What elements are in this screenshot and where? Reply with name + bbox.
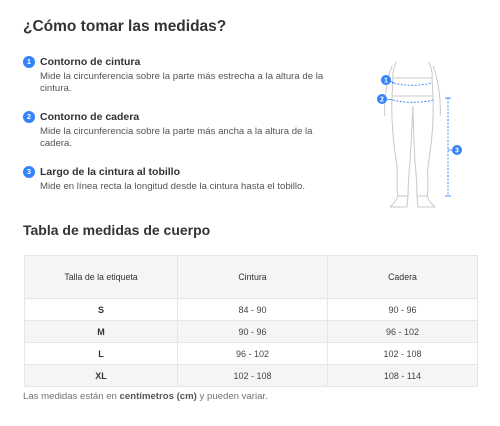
table-row (25, 299, 478, 321)
step-number-badge: 3 (23, 166, 35, 178)
step-number-badge: 2 (23, 111, 35, 123)
step-waist (23, 55, 333, 95)
table-title: Tabla de medidas de cuerpo (23, 222, 211, 238)
table-row (25, 343, 478, 365)
column-header-size: Talla de la etiqueta (25, 256, 178, 299)
step-description: Mide en línea recta la longitud desde la cintura hasta el tobillo. (40, 181, 306, 192)
units-note (23, 391, 268, 402)
size-cell: XL (25, 365, 178, 387)
waist-cell: 90 - 96 (178, 321, 328, 343)
size-table (24, 255, 478, 387)
hip-cell: 90 - 96 (328, 299, 478, 321)
table-row (25, 321, 478, 343)
step-title: Largo de la cintura al tobillo (40, 166, 181, 178)
step-description: Mide la circunferencia sobre la parte más estrecha a la altura de la cintura. (40, 71, 324, 94)
step-number-badge: 1 (23, 56, 35, 68)
column-header-hip: Cadera (328, 256, 478, 299)
step-title: Contorno de cadera (40, 111, 140, 123)
size-cell: L (25, 343, 178, 365)
hip-cell: 96 - 102 (328, 321, 478, 343)
step-title: Contorno de cintura (40, 56, 141, 68)
step-waist-to-ankle (23, 165, 333, 193)
waist-cell: 84 - 90 (178, 299, 328, 321)
table-header-row (25, 256, 478, 299)
marker-2-label: 2 (380, 96, 384, 104)
note-text-before: Las medidas están en (23, 391, 120, 402)
waist-cell: 102 - 108 (178, 365, 328, 387)
note-units-bold: centímetros (cm) (119, 391, 197, 402)
step-description: Mide la circunferencia sobre la parte más ancha a la altura de la cadera. (40, 126, 313, 149)
page-title: ¿Cómo tomar las medidas? (23, 18, 227, 35)
size-cell: M (25, 321, 178, 343)
marker-3-label: 3 (455, 147, 459, 155)
marker-1-label: 1 (384, 77, 388, 85)
legs-silhouette-icon (372, 62, 472, 214)
size-cell: S (25, 299, 178, 321)
step-hip (23, 110, 333, 150)
hip-cell: 108 - 114 (328, 365, 478, 387)
hip-cell: 102 - 108 (328, 343, 478, 365)
column-header-waist: Cintura (178, 256, 328, 299)
table-row (25, 365, 478, 387)
note-text-after: y pueden variar. (196, 391, 268, 402)
measurement-figure (372, 62, 472, 214)
waist-cell: 96 - 102 (178, 343, 328, 365)
